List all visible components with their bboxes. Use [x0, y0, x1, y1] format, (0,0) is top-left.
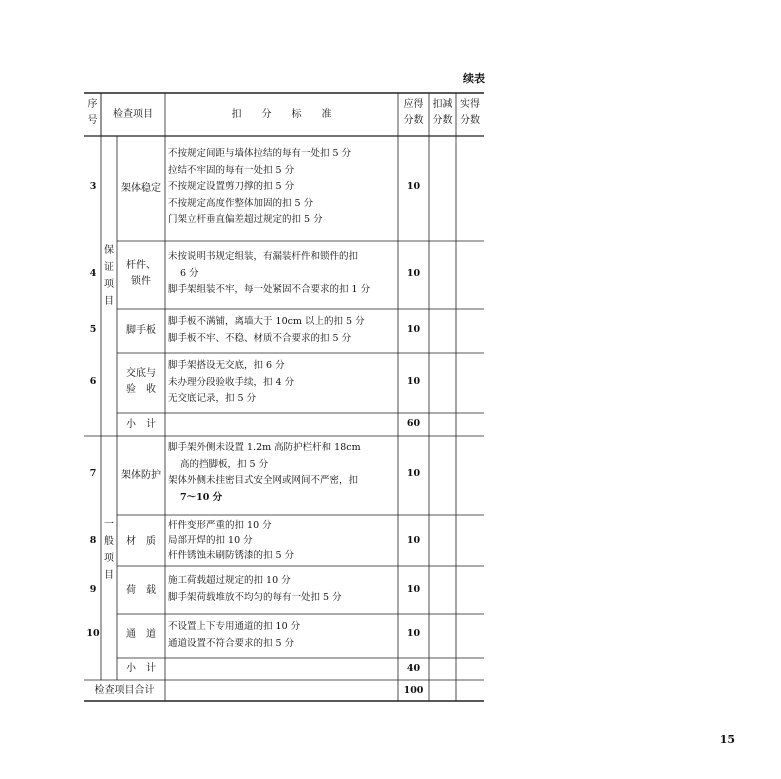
row-item: 架体防护	[121, 470, 161, 481]
row-item: 脚手板	[126, 325, 156, 336]
row-item: 材 质	[126, 536, 156, 547]
row-item: 交底与 验 收	[126, 368, 156, 395]
header-item: 检查项目	[113, 108, 153, 120]
row-criteria: 不设置上下专用通道的扣 10 分 通道设置不符合要求的扣 5 分	[168, 621, 301, 649]
header-actual-score: 实得 分数	[460, 99, 480, 126]
category-general: 一 般 项 目	[104, 519, 114, 581]
row-criteria: 不按规定间距与墙体拉结的每有一处扣 5 分 拉结不牢固的每有一处扣 5 分 不按规定设置剪刀撑的扣 5 分 不按规定高度作整体加固的扣 5 分 门架立杆垂直偏差超过规定的扣 5 分	[168, 148, 352, 225]
row-seq: 8	[89, 535, 97, 546]
subtotal-label: 小 计	[126, 663, 156, 674]
row-criteria: 杆件变形严重的扣 10 分 局部开焊的扣 10 分 杆件锈蚀未刷防锈漆的扣 5 分	[168, 520, 295, 561]
row-seq: 6	[89, 376, 97, 387]
subtotal-label: 小 计	[126, 419, 156, 430]
subtotal-score: 40	[406, 663, 421, 674]
row-seq: 7	[89, 468, 97, 479]
row-score: 10	[406, 324, 421, 335]
row-criteria: 脚手架外侧未设置 1.2m 高防护栏杆和 18cm 高的挡脚板，扣 5 分 架体外侧未挂密目式安全网或网间不严密，扣 7～10 分	[168, 442, 361, 503]
row-item: 荷 载	[126, 585, 156, 596]
row-score: 10	[406, 376, 421, 387]
row-seq: 10	[86, 628, 100, 639]
row-criteria: 脚手架搭设无交底，扣 6 分 未办理分段验收手续，扣 4 分 无交底记录，扣 5 分	[168, 360, 295, 404]
subtotal-score: 60	[406, 418, 421, 429]
header-deduct-score: 扣减 分数	[432, 99, 453, 126]
row-score: 10	[406, 468, 421, 479]
row-score: 10	[406, 535, 421, 546]
row-item: 架体稳定	[121, 183, 161, 194]
header-should-score: 应得 分数	[403, 99, 424, 126]
row-item: 杆件、 锁件	[126, 260, 156, 287]
row-seq: 5	[89, 324, 97, 335]
row-score: 10	[406, 181, 421, 192]
row-seq: 4	[89, 268, 97, 279]
row-score: 10	[406, 268, 421, 279]
row-score: 10	[406, 628, 421, 639]
page-number: 15	[719, 733, 735, 746]
row-score: 10	[406, 584, 421, 595]
total-score: 100	[403, 685, 424, 696]
row-seq: 3	[89, 181, 97, 192]
total-label: 检查项目合计	[94, 685, 155, 696]
row-criteria: 未按说明书规定组装，有漏装杆件和锁件的扣 6 分 脚手架组装不牢，每一处紧固不合要求的扣 1 分	[168, 251, 371, 295]
category-guarantee: 保 证 项 目	[104, 245, 114, 307]
header-seq: 序 号	[87, 99, 98, 126]
row-seq: 9	[89, 584, 97, 595]
row-criteria: 脚手板不满铺，离墙大于 10cm 以上的扣 5 分 脚手板不牢、不稳、材质不合要求的扣 5 分	[168, 316, 365, 344]
continued-label: 续表	[463, 72, 485, 85]
header-criteria: 扣 分 标 准	[231, 108, 332, 120]
row-item: 通 道	[126, 629, 156, 640]
row-criteria: 施工荷载超过规定的扣 10 分 脚手架荷载堆放不均匀的每有一处扣 5 分	[168, 575, 342, 603]
